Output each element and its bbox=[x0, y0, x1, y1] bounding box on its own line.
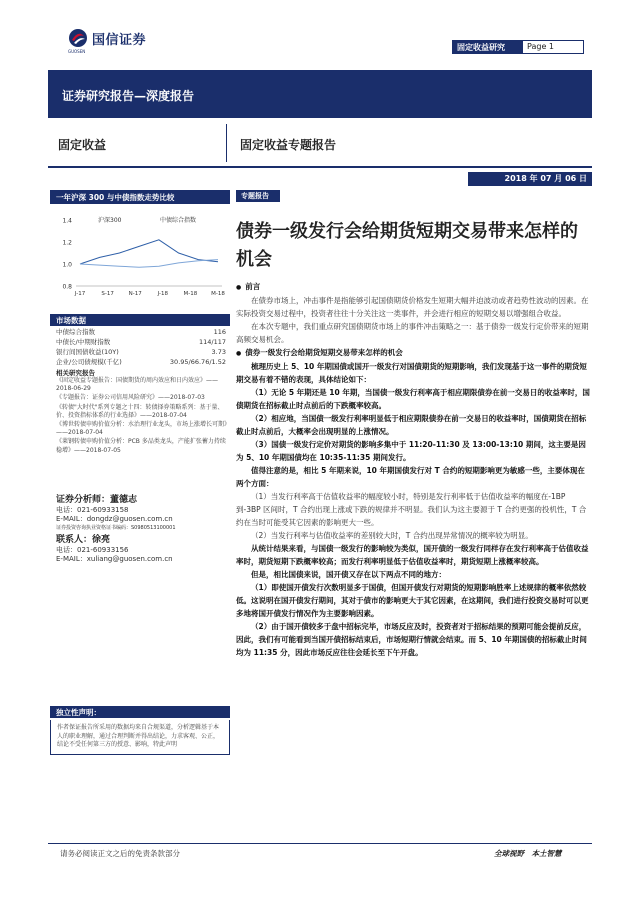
market-value: 3.73 bbox=[211, 348, 226, 356]
contact-name: 联系人：徐亮 bbox=[56, 535, 111, 545]
x-tick-label: M-18 bbox=[211, 291, 225, 297]
market-label: 企业/公司债规模(千亿) bbox=[56, 358, 122, 366]
related-report-link[interactable]: 《博世转债申购价值分析：水治理行业龙头，市场上涨增长可期》——2018-07-04 bbox=[56, 421, 228, 437]
legend-label: 沪深300 bbox=[98, 217, 122, 224]
paragraph: （3）国债一级发行定价对期货的影响多集中于 11:20-11:30 及 13:00-13:10 期间，这主要是因为 5、10 年期国债均在 10:35-11:35 期间发行。 bbox=[236, 440, 586, 462]
x-tick-label: N-17 bbox=[128, 291, 142, 297]
category-right: 固定收益专题报告 bbox=[240, 138, 337, 152]
y-tick-label: 1.0 bbox=[62, 261, 72, 269]
series-line bbox=[80, 260, 218, 268]
logo-text: 国信证券 bbox=[92, 33, 147, 48]
paragraph: 在债券市场上，冲击事件是指能够引起国债期货价格发生短期大幅并迫波动或者趋势性波动的因素。在实际投资交易过程中，投资者往往十分关注这一类事件，并会进行相应的短期交易以增强组合收益。 bbox=[236, 296, 589, 318]
analyst-email[interactable]: E-MAIL：dongdz@guosen.com.cn bbox=[56, 515, 173, 523]
declaration-text: 作者保证报告所采用的数据均来自合规渠道，分析逻辑基于本人的职业理解，通过合理判断并得出结论，力求客观、公正，结论不受任何第三方的授意、影响，特此声明 bbox=[50, 720, 230, 755]
section-heading: ● 前言 bbox=[236, 280, 592, 294]
market-value: 116 bbox=[213, 328, 226, 336]
paragraph: 梳理历史上 5、10 年期国债或国开一级发行对国债期货的短期影响，我们发现基于这一事件的期货短期交易有着不错的表现，具体结论如下： bbox=[236, 362, 587, 384]
article-title: 债券一级发行会给期货短期交易带来怎样的机会 bbox=[236, 221, 578, 270]
section-heading: ● 债券一级发行会给期货短期交易带来怎样的机会 bbox=[236, 346, 592, 360]
page-number: Page 1 bbox=[527, 42, 554, 51]
analyst-cert: 证券投资咨询执业资格证书编码：S0980513100001 bbox=[56, 525, 176, 531]
related-report-link[interactable]: 《专题报告：证券公司信用风险研究》——2018-07-03 bbox=[56, 394, 205, 402]
market-row bbox=[56, 357, 226, 367]
report-date: 2018 年 07 月 06 日 bbox=[468, 172, 592, 186]
footer-slogan: 全球视野 本土智慧 bbox=[494, 849, 562, 858]
contact-email[interactable]: E-MAIL：xuliang@guosen.com.cn bbox=[56, 555, 173, 563]
paragraph: 值得注意的是，相比 5 年期来说，10 年期国债发行对 T 合约的短期影响更为敏感一些，主要体现在两个方面： bbox=[236, 466, 585, 488]
y-tick-label: 1.4 bbox=[62, 217, 72, 225]
market-data-table bbox=[56, 327, 226, 367]
related-report-link[interactable]: 《转债"大时代"系列专题之十四：转债择券策略系列：基于量、价、投资指标体系的行业选择》——2018-07-04 bbox=[56, 403, 224, 419]
index-chart-svg bbox=[50, 206, 230, 302]
chart-title: 一年沪深 300 与中债指数走势比较 bbox=[50, 190, 230, 204]
header-report-type-box bbox=[452, 40, 584, 54]
legend-label: 中债综合指数 bbox=[160, 217, 197, 224]
y-tick-label: 1.2 bbox=[62, 239, 72, 247]
paragraph: （2）当发行利率与估值收益率的差别较大时，T 合约出现异常情况的概率较为明显。 bbox=[251, 531, 533, 540]
analyst-info bbox=[56, 492, 231, 564]
guosen-logo-icon bbox=[68, 28, 88, 48]
paragraph: （2）相应地，当国债一级发行利率明显低于相应期限债券在前一交易日的收益率时，国债期货在招标截止时点前后，大概率会出现明显的上涨情况。 bbox=[236, 414, 587, 436]
related-reports-list bbox=[56, 377, 228, 456]
market-row bbox=[56, 337, 226, 347]
paragraph: （1）当发行利率高于估值收益率的幅度较小时，特别是发行利率低于估值收益率的幅度在-1BP 到-3BP 区间时，T 合约出现上涨或下跌的规律并不明显。我们认为这主要源于 T 合约更强的投机性，T 合约在当时可能受其它因素的影响更大一些。 bbox=[236, 492, 587, 527]
article-tag: 专题报告 bbox=[236, 190, 280, 202]
related-reports-title: 相关研究报告 bbox=[56, 369, 95, 377]
x-tick-label: S-17 bbox=[101, 291, 114, 297]
paragraph: 但是，相比国债来说，国开债又存在以下两点不同的地方： bbox=[251, 570, 446, 579]
market-row bbox=[56, 347, 226, 357]
logo-subtext: GUOSEN bbox=[68, 49, 86, 54]
report-type-label: 固定收益研究 bbox=[453, 41, 523, 53]
x-tick-label: J-17 bbox=[74, 291, 86, 297]
category-left: 固定收益 bbox=[58, 138, 107, 152]
x-tick-label: M-18 bbox=[183, 291, 198, 297]
market-value: 114/117 bbox=[198, 338, 226, 346]
y-tick-label: 0.8 bbox=[62, 283, 72, 291]
analyst-name: 证券分析师：董德志 bbox=[56, 495, 138, 505]
market-label: 中债综合指数 bbox=[56, 328, 95, 336]
market-data-title: 市场数据 bbox=[50, 314, 230, 326]
report-band bbox=[48, 70, 592, 118]
related-report-link[interactable]: 《固定收益专题报告：国债期货的周内效应和日内效应》——2018-06-29 bbox=[56, 377, 219, 393]
paragraph: 在本次专题中，我们重点研究国债期货市场上的事件冲击策略之一：基于债券一级发行定价带来的短期高频交易机会。 bbox=[236, 322, 589, 344]
market-label: 中债长/中期财指数 bbox=[56, 338, 111, 346]
category-divider bbox=[226, 124, 227, 162]
paragraph: 从统计结果来看，与国债一级发行的影响较为类似，国开债的一级发行同样存在发行利率高于估值收益率时，期货短期下跌概率较高；而发行利率明显低于估值收益率时，期货短期上涨概率较高。 bbox=[236, 544, 589, 566]
article-body bbox=[236, 280, 592, 659]
category-row bbox=[48, 118, 592, 168]
analyst-phone: 电话：021-60933158 bbox=[56, 506, 129, 514]
paragraph: （1）无论 5 年期还是 10 年期，当国债一级发行利率高于相应期限债券在前一交易日的收益率时，国债期货在招标截止时点前后的下跌概率较高。 bbox=[236, 388, 590, 410]
company-logo bbox=[68, 28, 168, 52]
paragraph: （2）由于国开债较多于盘中招标完毕，市场反应及时，投资者对于招标结果的预期可能会提前反应，因此，我们有可能看到当国开债招标结束后，市场短期行情就会结束。而 5、10 年期国债的招标截止时间均为 11:35 分，因此市场反应往往会延长至下午开盘。 bbox=[236, 622, 587, 657]
report-band-title: 证券研究报告—深度报告 bbox=[62, 89, 195, 103]
footer-divider bbox=[48, 843, 592, 844]
contact-phone: 电话：021-60933156 bbox=[56, 546, 129, 554]
market-label: 银行间国债收益(10Y) bbox=[56, 348, 119, 356]
related-report-link[interactable]: 《莱钢转债申购价值分析：PCB 多品类龙头，产能扩张蓄力持续稳增》——2018-07-05 bbox=[56, 438, 226, 454]
paragraph: （1）即使国开债发行次数明显多于国债，但国开债发行对期货的短期影响胜率上述规律的概率依然较低。这说明在国开债发行期间，其对于债市的影响更大于其它因素，在这期间，我们进行投资交易时可以更多地将国开债发行情况作为主要影响因素。 bbox=[236, 583, 589, 618]
market-value: 30.95/66.76/1.52 bbox=[169, 358, 226, 366]
declaration-title: 独立性声明： bbox=[50, 706, 230, 718]
footer-disclaimer: 请务必阅读正文之后的免责条款部分 bbox=[60, 849, 180, 858]
market-row bbox=[56, 327, 226, 337]
x-tick-label: J-18 bbox=[157, 291, 169, 297]
index-chart bbox=[50, 206, 230, 302]
